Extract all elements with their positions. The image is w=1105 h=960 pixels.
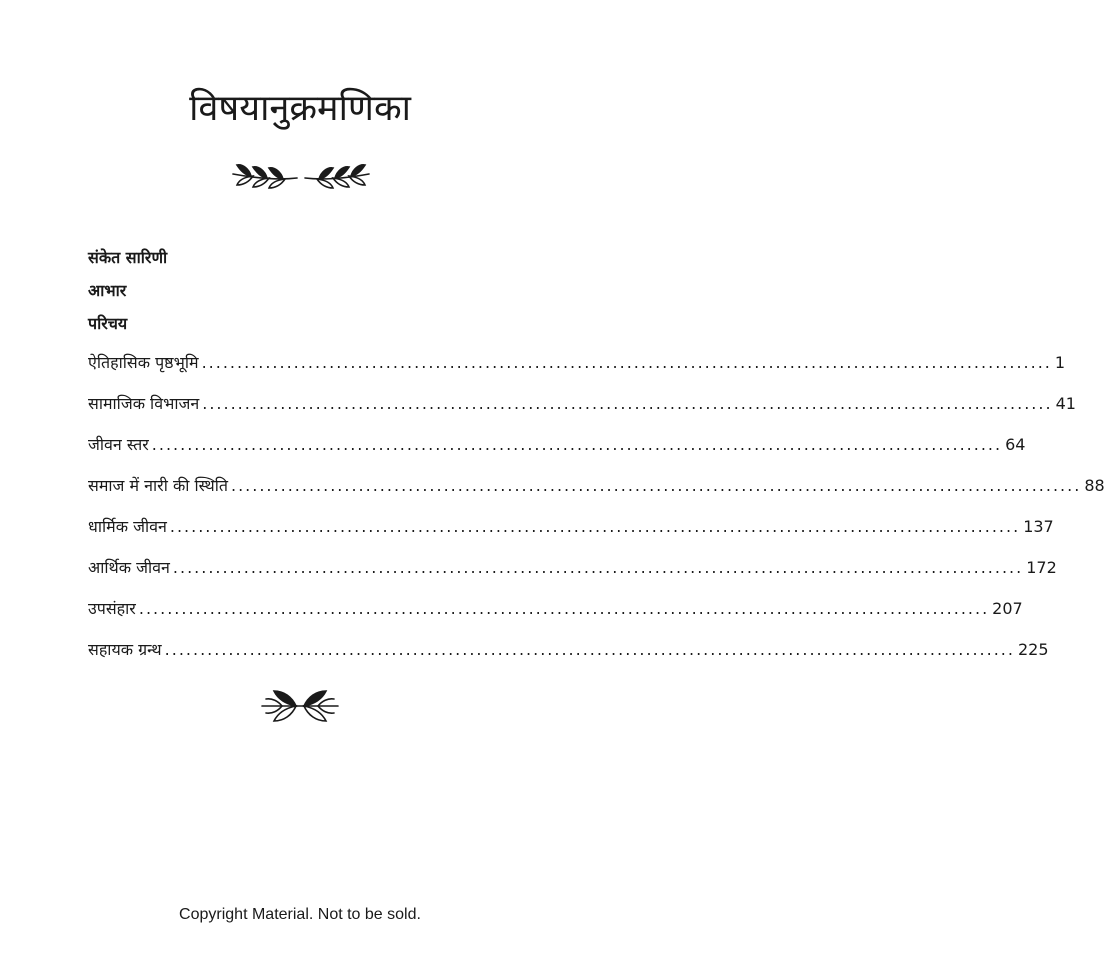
- toc-entry[interactable]: [88, 474, 1105, 515]
- toc-leader-dots: ........................................................................................................................: [151, 435, 1003, 454]
- toc-entry-page: 41: [1055, 394, 1076, 413]
- toc-entry[interactable]: [88, 556, 1057, 597]
- toc-entry-label: समाज में नारी की स्थिति: [88, 476, 228, 495]
- toc-entry[interactable]: [88, 351, 1066, 392]
- toc-leader-dots: ........................................................................................................................: [164, 640, 1015, 659]
- front-matter-item[interactable]: आभार: [88, 281, 127, 300]
- front-matter-item[interactable]: परिचय: [88, 314, 128, 333]
- toc-entry[interactable]: [88, 515, 1054, 556]
- copyright-notice: Copyright Material. Not to be sold.: [179, 906, 421, 923]
- toc-leader-dots: ........................................................................................................................: [202, 394, 1053, 413]
- toc-leader-dots: ........................................................................................................................: [138, 599, 990, 618]
- toc-entry[interactable]: [88, 597, 1023, 638]
- toc-entry-page: 1: [1054, 353, 1066, 372]
- leaf-branch-ornament-icon: [225, 152, 377, 194]
- toc-leader-dots: ........................................................................................................................: [172, 558, 1024, 577]
- toc-entry-label: उपसंहार: [88, 599, 136, 618]
- toc-entry-page: 225: [1017, 640, 1049, 659]
- toc-entry[interactable]: [88, 392, 1076, 433]
- toc-entry-page: 207: [992, 599, 1023, 618]
- toc-leader-dots: ........................................................................................................................: [231, 476, 1082, 495]
- page-title: विषयानुक्रमणिका: [189, 88, 411, 129]
- toc-entry-page: 88: [1084, 476, 1105, 495]
- toc-entry-label: आर्थिक जीवन: [88, 558, 170, 577]
- toc-entry[interactable]: [88, 433, 1026, 474]
- toc-leader-dots: ........................................................................................................................: [169, 517, 1021, 536]
- toc-entry-page: 137: [1023, 517, 1054, 536]
- toc-entry-page: 172: [1026, 558, 1057, 577]
- toc-entry-label: जीवन स्तर: [88, 435, 149, 454]
- table-of-contents: [88, 351, 1105, 679]
- toc-entry-label: सामाजिक विभाजन: [88, 394, 200, 413]
- toc-entry-label: धार्मिक जीवन: [88, 517, 167, 536]
- toc-entry[interactable]: [88, 638, 1049, 679]
- toc-entry-label: सहायक ग्रन्थ: [88, 640, 162, 659]
- toc-entry-page: 64: [1005, 435, 1026, 454]
- toc-entry-label: ऐतिहासिक पृष्ठभूमि: [88, 353, 199, 372]
- toc-leader-dots: ........................................................................................................................: [201, 353, 1052, 372]
- front-matter-list: [88, 244, 167, 343]
- leaf-sprig-ornament-icon: [258, 685, 342, 727]
- front-matter-item[interactable]: संकेत सारिणी: [88, 248, 168, 267]
